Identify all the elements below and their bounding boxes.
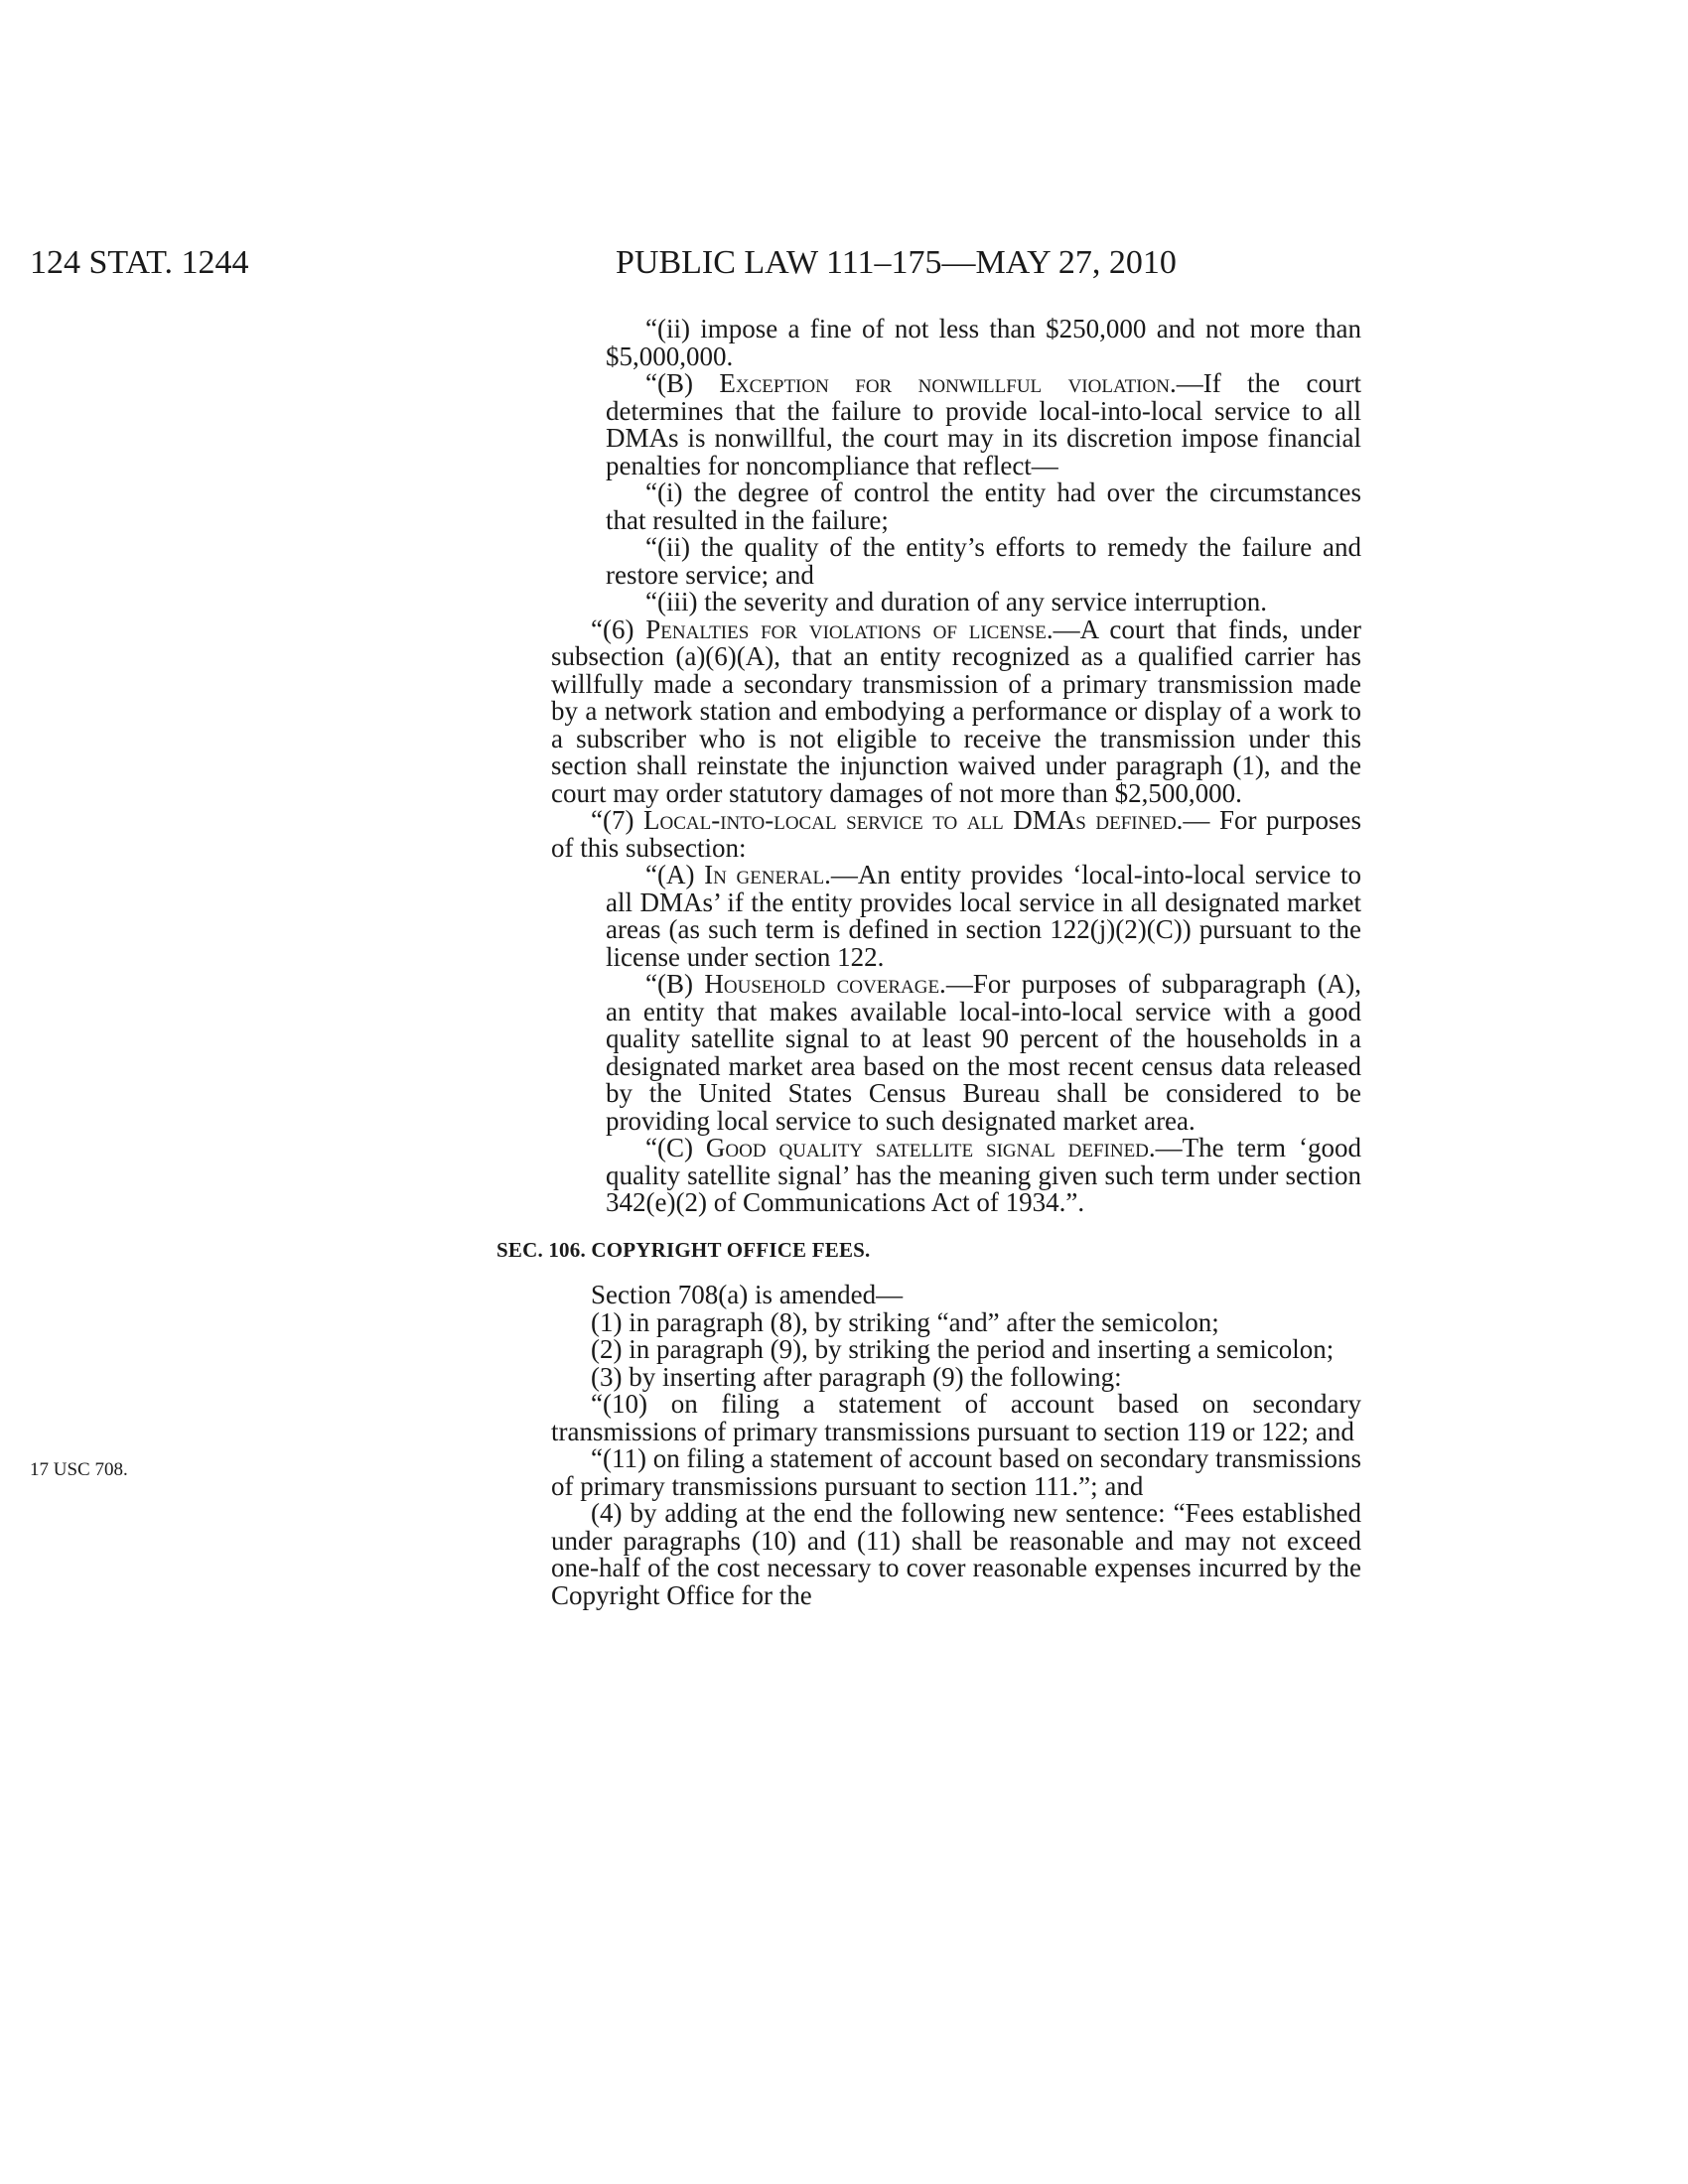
paragraph: “(A) In general.—An entity provides ‘local-into-local service to all DMAs’ if the entity provides local service in all designated market areas (as such term is defined in section 122(j)(2)(C)) pursuant to the license under section 122.	[606, 860, 1361, 972]
paragraph: “(C) Good quality satellite signal defined.—The term ‘good quality satellite signal’ has the meaning given such term under section 342(e)(2) of Communications Act of 1934.”.	[606, 1133, 1362, 1217]
paragraph: (3) by inserting after paragraph (9) the following:	[591, 1361, 1122, 1392]
statute-citation: 124 STAT. 1244	[30, 244, 249, 281]
paragraph: “(6) Penalties for violations of license.—A court that finds, under subsection (a)(6)(A), that an entity recognized as a qualified carrier has willfully made a secondary transmission of a primary transmission made by a network station and embodying a performance or display of a work to a subscriber who is not eligible to receive the transmission under this section shall reinstate the injunction waived under paragraph (1), and the court may order statutory damages of not more than $2,500,000.	[551, 614, 1361, 808]
paragraph: “(7) Local-into-local service to all DMAs defined.— For purposes of this subsection:	[551, 805, 1361, 863]
paragraph: “(10) on filing a statement of account based on secondary transmissions of primary transmissions pursuant to section 119 or 122; and	[551, 1389, 1361, 1446]
paragraph: (1) in paragraph (8), by striking “and” after the semicolon;	[591, 1306, 1219, 1337]
paragraph: (4) by adding at the end the following new sentence: “Fees established under paragraphs (10) and (11) shall be reasonable and may not exceed one-half of the cost necessary to cover reasonable expenses incurred by the Copyright Office for the	[551, 1498, 1361, 1610]
running-head: PUBLIC LAW 111–175—MAY 27, 2010	[616, 244, 1177, 281]
paragraph: “(B) Household coverage.—For purposes of subparagraph (A), an entity that makes available local-into-local service with a good quality satellite signal to at least 90 percent of the households in a designated market area based on the most recent census data released by the United States Census Bureau shall be considered to be providing local service to such designated market area.	[606, 969, 1361, 1136]
paragraph: “(i) the degree of control the entity had over the circumstances that resulted in the failure;	[606, 478, 1361, 535]
document-body	[496, 314, 1362, 1610]
paragraph: “(iii) the severity and duration of any service interruption.	[645, 587, 1268, 616]
paragraph: “(11) on filing a statement of account based on secondary transmissions of primary transmissions pursuant to section 111.”; and	[551, 1443, 1361, 1501]
margin-note: 17 USC 708.	[30, 1459, 128, 1480]
paragraph: “(ii) impose a fine of not less than $250,000 and not more than $5,000,000.	[606, 314, 1361, 371]
paragraph: “(B) Exception for nonwillful violation.—If the court determines that the failure to provide local-into-local service to all DMAs is nonwillful, the court may in its discretion impose financial penalties for noncompliance that reflect—	[606, 368, 1361, 480]
paragraph: Section 708(a) is amended—	[591, 1280, 904, 1309]
paragraph: (2) in paragraph (9), by striking the period and inserting a semicolon;	[591, 1334, 1335, 1364]
paragraph: “(ii) the quality of the entity’s efforts to remedy the failure and restore service; and	[606, 532, 1361, 590]
section-heading: SEC. 106. COPYRIGHT OFFICE FEES.	[496, 1237, 871, 1262]
page-header	[0, 244, 1688, 294]
